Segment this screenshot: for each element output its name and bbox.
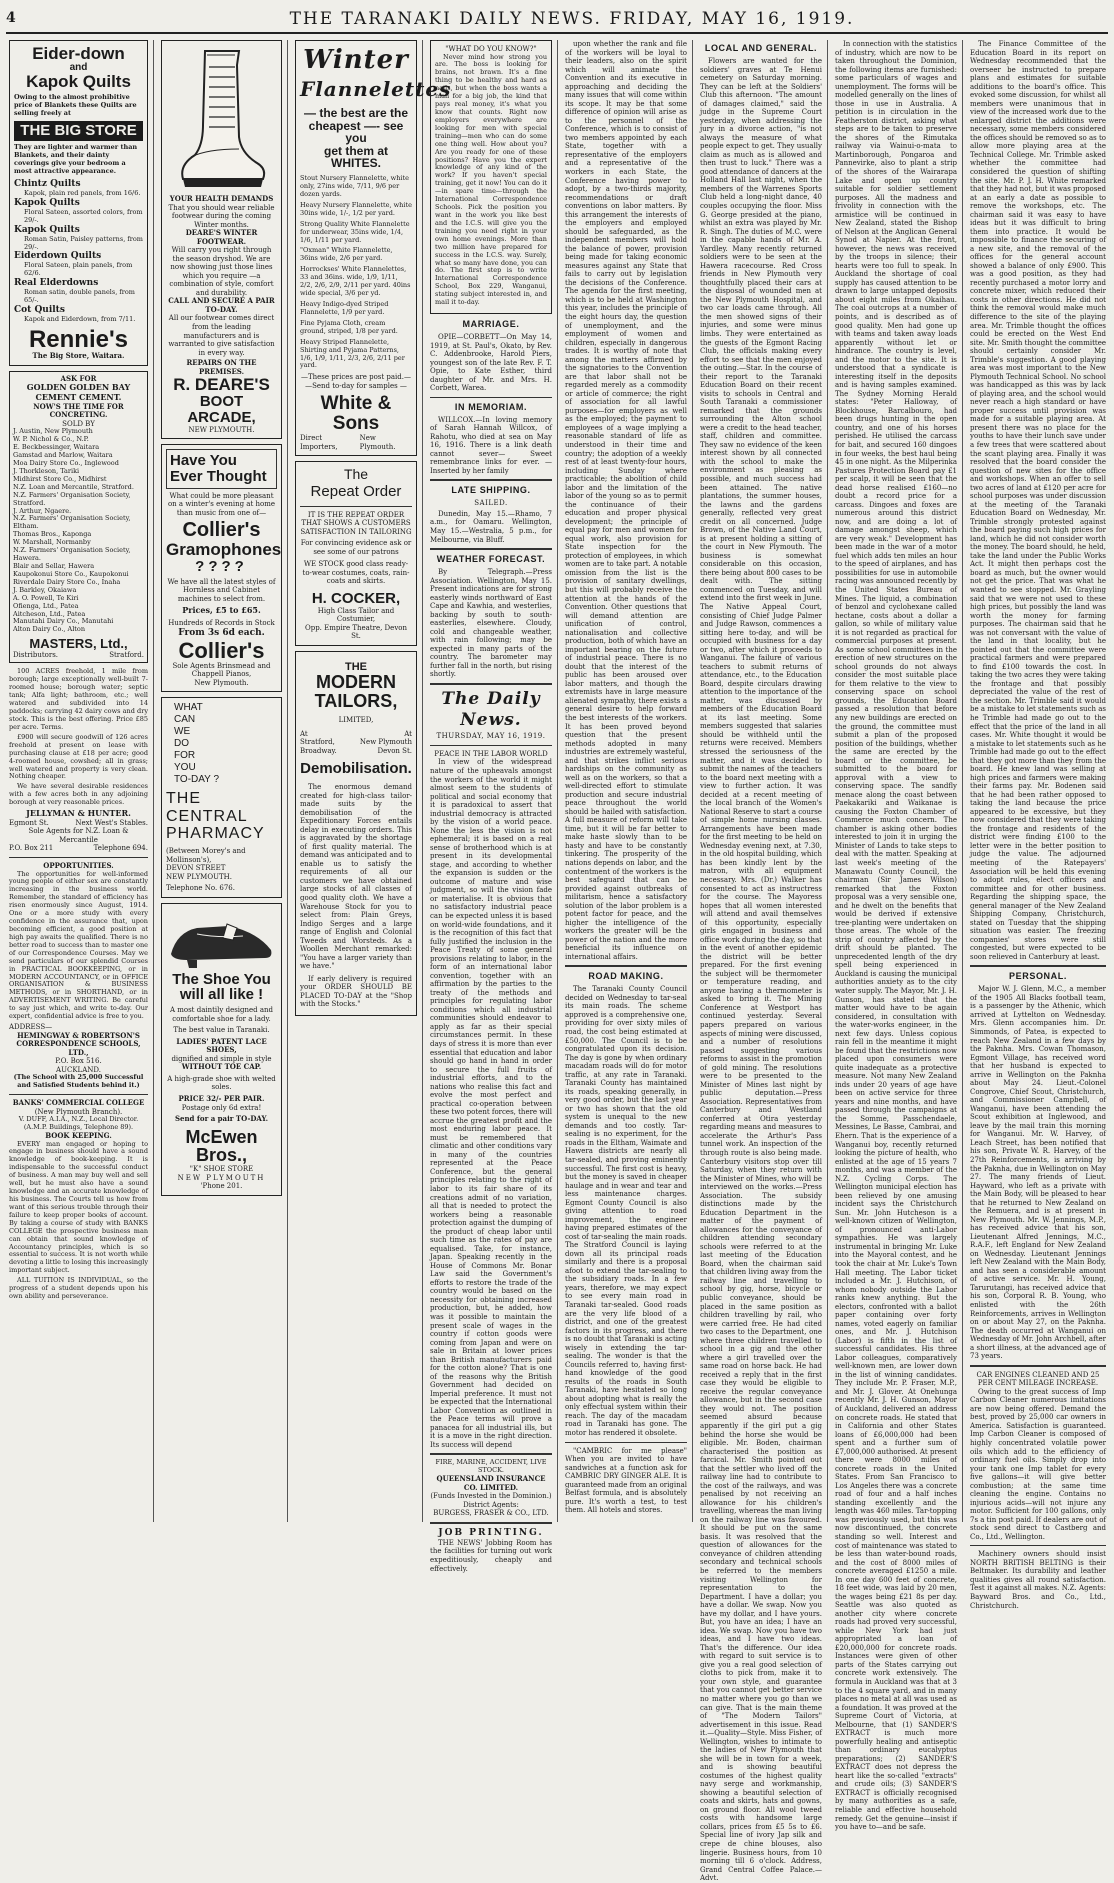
pharmacy-ad: WHAT CAN WE DO FOR YOU TO-DAY ? THE CENTRAL PHARMACY (Between Morey's and Mollinson's), DEVON STREET NEW PLYMOUTH. Telephone No. 676. [161, 697, 282, 897]
list-item: Fine Pyjama Cloth, cream ground, striped, 1/8 per yard. [300, 318, 398, 335]
column-5 [560, 40, 693, 1522]
ad-text: SOLD BY [62, 419, 95, 428]
ad-text: ALL TUITION IS INDIVIDUAL, so the progress of a student depends upon his own ability and perseverance. [9, 1276, 148, 1301]
agent-item: Ofienga, Ltd., Patea [13, 601, 79, 610]
ad-text: 100 ACRES freehold, 1 mile from borough; large exceptionally well-built 7-roomed house; borough water; septic tank; Alfa light; bathroom, etc.; well watered and subdivided into 14 paddocks; carrying 42 dairy cows and dry stock. This is the best offering. Price £85 per acre. Terms. [9, 667, 148, 731]
ad-text: Sole Agents for N.Z. Loan & Mercantile [28, 827, 129, 844]
ad-text: Machinery owners should insist NORTH BRITISH BELTING is their Beltmaker. Its durability and leather qualities gives all round satisfaction. Test it against all makes. N.Z. Agents: Bayward Bros. and Co., Ltd., Christchurch. [970, 1550, 1106, 1610]
notice-text: Dunedin, May 15.—Rhamo, 7 a.m., for Oamaru. Wellington, May 15.—Westralia, 5 p.m., for Melbourne, via Bluff. [430, 509, 552, 544]
agent-item: W. P. Nichol & Co., N.P. [13, 435, 89, 444]
section-heading: ROAD MAKING. [588, 971, 664, 982]
ad-heading: MASTERS, Ltd., [29, 636, 128, 652]
newspaper-title: THE TARANAKI DAILY NEWS. FRIDAY, MAY 16, 1919. [289, 8, 855, 29]
college-ad: OPPORTUNITIES. The opportunities for well-informed young people of either sex are constantly increasing in the business world. Remember, the standard of efficiency has risen enormously since August, 1914. One or a more study with every confidence in the assurance that, upon becoming efficient, a good position at high pay awaits the qualified. There is no better road to success than to master one of our Correspondence Courses. May we send particulars of our splendid Courses in PRACTICAL BOOKKEEPING, or in MODERN ACCOUNTANCY, or in OFFICE ORGANISATION & BUSINESS METHODS, or in SHORTHAND, or in ADVERTISEMENT WRITING. Be careful to say just which, and write to-day. Our expert, confidential advice is free to you. ADDRESS— HEMINGWAY & ROBERTSON'S CORRESPONDENCE SCHOOLS, LTD., P.O. Box 516. AUCKLAND. (The School with 25,000 Successful and Satisfied Students behind it.) BANKS' COMMERCIAL COLLEGE (New Plymouth Branch). V. DUFF, A.I.A., N.Z., Local Director. (A.M.P. Buildings, Telephone 89). BOOK KEEPING. EVERY man engaged or hoping to engage in business should have a sound knowledge of book-keeping. It is indispensable to the successful conduct of business. A man may buy well and sell well, but he must also have a sound knowledge and an accurate knowledge of his business. The Courts tell us how from want of this serious trouble through their failure to keep proper books of account. By taking a course of study with BANKS COLLEGE the prospective business man can obtain that sound knowledge of Accountancy principles, which is so essential to success. It is not worth while devoting a little to losing this increasingly important subject. ALL TUITION IS INDIVIDUAL, so the progress of a student depends upon his own ability and perseverance. [9, 861, 148, 1301]
land-ad: 100 ACRES freehold, 1 mile from borough; large exceptionally well-built 7-roomed house; borough water; septic tank; Alfa light; bathroom, etc.; well watered and subdivided into 14 paddocks; carrying 42 dairy cows and dry stock. This is the best offering. Price £85 per acre. Terms. £900 will secure goodwill of 126 acres freehold at present on lease with purchasing clause at £18 per acre; good 4-roomed house, cowshed; all in grass; well watered and property is very clean. Nothing cheaper. We have several desirable residences with a few acres both in any adjoining borough at very reasonable prices. JELLYMAN & HUNTER. Egmont St. Next West's Stables. Sole Agents for N.Z. Loan & Mercantile P.O. Box 211 Telephone 694. [9, 667, 148, 853]
column-2 [156, 40, 288, 1522]
ad-heading: Eider-down [32, 44, 125, 63]
ad-heading: GOLDEN GOLDEN BAY CEMENT CEMENT. [26, 382, 131, 402]
agent-item: Alton Dairy Co., Alton [13, 625, 86, 634]
editorial-text: In view of the widespread nature of the upheavals amongst the workers of the world it might almost seem to the students of political and social economy that it is paradoxical to assert that industrial democracy is attracted by the vision of a world peace. None the less the vision is not ephemeral; it is based on a real sense of brotherhood which is at present in its developmental stage, and according to whether the expansion is sudden or the outcome of mature and wise judgment, so will the vision fade or materialise. It is obvious that no satisfactory industrial peace can be expected unless it is based on world-wide foundations, and it is the recognition of this fact that fully justified the inclusion in the Peace Treaty of some general provisions relating to labor, in the form of an international labor convention, together with an affirmation by the parties to the treaty of the methods and principles for regulating labor conditions which all industrial communities should endeavor to apply as far as their special circumstances permit. In these days of stress it is more than ever essential that education and labor should go hand in hand in order to secure the full fruits of industrial efforts, and to the nations who realise this fact and evolve the most perfect and practical co-operation between these two potent forces, there will accrue the greatest profit and the most enduring labor peace. It must be remembered that climatic and other conditions vary in many of the countries represented at the Peace Conference, but the general principles relating to the right of labor to its fair share of its creations admit of no variation, all that is needed to protect the workers being a reasonable protection against the dumping of the product of cheap labor until such time as the rates of pay are equalised. Take, for instance, Japan. Speaking recently in the House of Commons Mr. Bonar Law said the Government's efforts to restore the trade of the country would be based on the necessity for obtaining increased production, but, he added, how was it possible to maintain the present scale of wages in the country if cotton goods were coming from Japan and were on sale in Britain at lower prices than British manufacturers paid for the cotton alone? That is one of the reasons why the British Government had decided on Imperial preference. It must not be expected that the International Labor Convention as outlined in the Peace terms will prove a panacea for all industrial ills, but it is a move in the right direction. Its success will depend [430, 758, 553, 1449]
ad-heading: JELLYMAN & HUNTER. [26, 808, 131, 819]
ad-heading: The [343, 466, 369, 483]
agent-item: Kaupokonui Store Co., Kaupokonui [13, 569, 129, 578]
article-text: By Telegraph.—Press Association. Wellington, May 15. Present indications are for strong easterly winds northward of East Cape and Kawhia, and westerlies, backing by south to south-easterlies, elsewhere. Cloudy, cold and changeable weather, with rain following; may be expected in many parts of the country. The barometer may further fall in the north, but rising shortly. [430, 568, 552, 679]
ad-heading: JOB PRINTING. [438, 1527, 544, 1538]
column-7 [830, 40, 963, 1832]
section-heading: IN MEMORIAM. [454, 401, 528, 412]
agent-item: J. Barkley, Okaiawa [13, 585, 77, 594]
ad-text: "CAMBRIC for me please" When you are invited to have sandwiches at a function ask for CAMBRIC DRY GINGER ALE. It is guaranteed made from an original Belfast formula, and is absolutely pure. It's worth a test, to test them. All hotels and stores. [565, 1446, 688, 1515]
agent-item: Aitcheson, Ltd., Patea [13, 609, 86, 618]
agent-item: Gamstad and Marlow, Waitara [13, 451, 113, 460]
list-item: "Oxman" White Flannelette, 36ins wide, 2/6 per yard. [300, 246, 393, 263]
agent-item: N.Z. Farmers' Organisation Society, Eltham. [13, 514, 131, 531]
article-text: Major W. J. Glenn, M.C., a member of the 1905 All Blacks football team, is a passenger by the Athenic, which arrived at Lyttelton on Wednesday. Mrs. Glenn accompanies him. Dr. Simmonds, of Patea, is expected to reach New Zealand in a few days by the Paknha. Mrs. Cowan Thomason, Egmont Village, has received word that her husband is expected to arrive in Wellington on the Paknha about May 24. Lieut.-Colonel Congrove, Chief Scout, Christchurch, and Commissioner Campbell, of Wanganui, have been attending the Scout exhibition at Inglewood, and leave by the mail train this morning for Wanganui. Mr. W. Harvey, of Leach Street, has been notified that his son, Private W. R. Harvey, of the 27th Reinforcements, is arriving by the Paknha, due in Wellington on May 27. The many friends of Lieut. Hayward, who left as a private with the Main Body, will be pleased to hear that he returned to New Zealand on the Remuera, and is at present in New Plymouth. Mr. W. Jennings, M.P., has received advice that his son, Lieutenant Alfred Jennings, M.C., R.A.F., left England for New Zealand on Wednesday. Lieutenant Jennings left New Zealand with the Main Body, and has seen a considerable amount of active service. Mr. H. Young, Tarurutangi, has received advice that his son, Corporal R. B. Young, who enlisted with the 26th Reinforcements, arrives in Wellington on or about May 27, on the Paknha. The death occurred at Wanganui on Wednesday of Mr. John Archbell, after a short illness, at the advanced age of 73 years. [970, 985, 1106, 1361]
list-item: Kapok Quilts Roman Satin, Paisley patterns, from 29/-. [14, 224, 143, 251]
list-item: Heavy Striped Flannelette, Shirting and Pyjama Patterns, 1/6, 1/9, 1/11, 2/3, 2/6, 2/11 per yard. [300, 337, 405, 370]
agent-item: Riverdale Dairy Store Co., Inaha [13, 577, 121, 586]
rennies-logo: Rennie's [28, 325, 129, 353]
flannelette-list [300, 175, 412, 370]
modern-tailors-ad: THE MODERN TAILORS, LIMITED, At At Stratford, New Plymouth Broadway. Devon St. Demobilisation. The enormous demand created for high-class tailor-made suits by the demobilisation of the Expeditionary Forces entails delay in executing orders. This is aggravated by the shortage of first quality material. The demand was anticipated and to enable us to satisfy the requirements of all our customers we have obtained large stocks of all classes of good quality cloth. We have a Warehouse Stock for you to select from: Plain Greys, Indigo Serges and a large range of English and Colonial Tweeds and Worsteds. As a Woollen Merchant remarked: "You have a larger variety than we have." If early delivery is required your ORDER SHOULD BE PLACED TO-DAY at the "Shop with the Stocks." [295, 651, 417, 1016]
list-item: Strong Quality White Flannelette for underwear, 35ins wide, 1/4, 1/6, 1/11 per yard. [300, 219, 410, 244]
boot-illustration [177, 45, 267, 195]
editorial-heading: PEACE IN THE LABOR WORLD [434, 749, 548, 758]
slogan-line: DO [174, 738, 189, 750]
ad-heading: "WHAT DO YOU KNOW?" [445, 45, 537, 53]
agent-item: N.Z. Farmers' Organisation Society, Hawera. [13, 546, 131, 563]
ad-heading: and [69, 61, 88, 73]
section-heading: LATE SHIPPING. [451, 485, 531, 496]
ad-text: If early delivery is required your ORDER SHOULD BE PLACED TO-DAY at the "Shop with the Stocks." [300, 974, 412, 1009]
list-item: Heavy Indigo-dyed Striped Flannelette, 1/9 per yard. [300, 299, 389, 316]
agent-item: Thomas Bros., Kaponga [13, 530, 92, 539]
list-item: Horrockses' White Flannelettes, 33 and 36ins. wide, 1/9, 1/11, 2/2, 2/6, 2/9, 2/11 per yard. 40ins wide special, 3/6 per yd. [300, 265, 411, 298]
whites-ad: Winter Flannelettes — the best are the cheapest —- see you get them at WHITES. Stout Nursery Flannelette, white only, 27ins wide, 7/11, 9/6 per dozen yards. Heavy Nursery Flannelette, white 30ins wide, 1/-, 1/2 per yard. Strong Quality White Flannelette for underwear, 35ins wide, 1/4, 1/6, 1/11 per yard. "Oxman" White Flannelette, 36ins wide, 2/6 per yard. Horrockses' White Flannelettes, 33 and 36ins. wide, 1/9, 1/11, 2/2, 2/6, 2/9, 2/11 per yard. 40ins wide special, 3/6 per yd. Heavy Indigo-dyed Striped Flannelette, 1/9 per yard. Fine Pyjama Cloth, cream ground, striped, 1/8 per yard. Heavy Striped Flannelette, Shirting and Pyjama Patterns, 1/6, 1/9, 1/11, 2/3, 2/6, 2/11 per yard. —These prices are post paid.— —Send to-day for samples — White & Sons Direct Importers, New Plymouth. [295, 40, 417, 456]
agent-item: Manutahi Dairy Co., Manutahi [13, 617, 114, 626]
agent-item: N.Z. Loan and Mercantile, Stratford. [13, 482, 134, 491]
mcewen-ad: The Shoe You will all like ! A most daintily designed and comfortable shoe for a lady. The best value in Taranaki. LADIES' PATENT LACE SHOES, dignified and simple in style WITHOUT TOE CAP. A high-grade shoe with welted soles. PRICE 32/- PER PAIR. Postage only 6d extra! Send for a pair TO-DAY. McEwen Bros., "K" SHOE STORE NEW PLYMOUTH 'Phone 201. [161, 903, 282, 1196]
column-6 [695, 40, 828, 1883]
section-heading: MARRIAGE. [462, 319, 520, 330]
list-item: Real Elderdowns Roman satin, double panels, from 65/-. [14, 278, 135, 305]
masthead [6, 6, 1108, 34]
ad-text: ASK FOR [60, 373, 97, 383]
list-item: Stout Nursery Flannelette, white only, 27ins wide, 7/11, 9/6 per dozen yards. [300, 174, 409, 198]
ad-heading: YOUR HEALTH DEMANDS [169, 194, 274, 203]
page-number: 4 [6, 10, 16, 27]
ad-heading: THE [345, 660, 367, 673]
agent-item: J. Thorkleson, Tariki [13, 466, 80, 475]
cement-ad [9, 371, 148, 664]
slogan-line: WE [174, 726, 191, 738]
cocker-ad: The Repeat Order IT IS THE REPEAT ORDER THAT SHOWS A CUSTOMERS SATISFACTION IN TAILORING For convincing evidence ask or see some of our patrons WE STOCK good class ready-to-wear costumes, coats, rain-coats and skirts. H. COCKER, High Class Tailor and Costumier, Opp. Empire Theatre, Devon St. [295, 461, 417, 646]
section-heading: LOCAL AND GENERAL. [704, 43, 818, 53]
quilt-list [14, 179, 143, 324]
ad-text: The opportunities for well-informed young people of either sex are constantly increasing in the business world. Remember, the standard of efficiency has risen enormously since August, 1914. One or a more study with every confidence in the assurance that, upon becoming efficient, a good position at high pay awaits the qualified. There is no better road to success than to master one of our Correspondence Courses. May we send particulars of our splendid Courses in PRACTICAL BOOKKEEPING, or in MODERN ACCOUNTANCY, or in OFFICE ORGANISATION & BUSINESS METHODS, or in SHORTHAND, or in ADVERTISEMENT WRITING. Be careful to say just which, and write to-day. Our expert, confidential advice is free to you. [9, 869, 148, 1021]
section-heading: PERSONAL. [1009, 971, 1067, 982]
section-heading: WEATHER FORECAST. [436, 554, 546, 565]
ad-text: THE NEWS' Jobbing Room has the facilities for turning out work expeditiously, cheaply and effectively. [430, 1538, 552, 1573]
ad-text: Distributors. [13, 650, 59, 659]
agent-item: Midhirst Store Co., Midhirst [13, 474, 107, 483]
agent-item: W. Marshall, Normanby [13, 538, 91, 547]
colliers-ad: Have You Ever Thought What could be more pleasant on a winter's evening at home than music from one of— Collier's Gramophones ???? We have all the latest styles of Hornless and Cabinet machines to select from. Prices, £5 to £65. Hundreds of Records in Stock From 3s 6d each. Collier's Sole Agents Brinsmead and Chappell Pianos, New Plymouth. [161, 444, 282, 692]
slogan-line: FOR [174, 750, 196, 762]
slogan-line: TO-DAY ? [174, 774, 220, 786]
agent-item: N.Z. Farmers' Organisation Society, Stratford. [13, 490, 131, 507]
article-text: In connection with the statistics of industry, which are now to be taken throughout the Dominion, the following items are furnished: some particulars of wages and unemployment. The forms will be modelled generally on the lines of those in use in Australia. A petition is in circulation in the Featherston district, asking what steps are to be taken to preserve the shores of the Rimutaka railway via Wainui-o-mata to Martinborough, Pongaroa and Pannevirke, also to plant a strip of the shores of the Wairarapa Lake and open up country suitable for soldier settlement purposes. All the madness and frivolity in connection with the armistice will be continued in New Zealand, stated the Bishop of Nelson at the Anglican General Synod at Napier. At the front, however, the news was received by the troops in silence; their hearts were too full to speak. In Auckland the shortage of coal supply has caused attention to be drawn to large untapped deposits about eight miles from Okaihau. The coal outcrops at a number of points, and is described as of good quality. Men had gone up with teams and taken away loads apparently without let or hindrance. The country is level, and the motor to the site. It is understood that a syndicate is interesting itself in the deposits and is having samples examined. The Sydney Morning Herald states: "Peter Halloway, of Blockhouse, Barcalbouro, had been drugs hunting in the open country, and one of his horses perished. He utilised the carcass for bait, and secured 160 dingoes in four weeks, the best haul being 45 in one night. As the Milperinka Pastures Protection Board pay £1 per scalp, it will be seen that the dead horse realised £160—no doubt a record price for a carcass. Dingoes and foxes are numerous around this district now, and are doing a lot of damage amongst sheep, which are very weak." Development has been made in the war of a motor fuel which adds ten miles an hour to the speed of airplanes, and has possibilities for use in automobile racing was announced recently by the United States Bureau of Mines. The liquid, a combination of benzol and cyclohexane called hectane, costs about a dollar a gallon, so while of military value it is not regarded as practical for commercial purposes at present. As some school committees in the erection of new structures on the school grounds do not always consider the most suitable place for them relative to the view to conserving space on school grounds, the Education Board passed a resolution that before any new buildings are erected on the ground, the committee must submit a plan of the proposed position of the buildings, whether the same are erected by the board or the committee, be submitted to the board for approval with a view to conserving space. The sandfly menace along the coast between Paekakariki and Waikanae is causing the Foxton Chamber of Commerce much concern. The chamber is asking other bodies interested to join it in urging the Minister of Lands to take steps to deal with the matter. Speaking at last week's meeting of the Manawatu County Council, the chairman (Sir James Wilson) remarked that the Foxton proposal was a very sensible one, and he dwelt on the benefits that would be derived if extensive tree-planting were undertaken on those areas. The whole of the strip of country affected by the drift should be planted. The unprecedented length of the dry spell being experienced in Auckland is causing the municipal authorities anxiety as to the city water supply. The Mayor, Mr. J. H. Gunson, has stated that the matter would have to be again considered, in consultation with the water-works engineer, in the next few days. Unless copious rain fell in the meantime it might be found that the restrictions now placed upon consumers were quite inadequate as a protective measure. Not many New Zealand inds under 20 years of age have been on active service for three years and nine months, and have passed through the campaigns at the Somme, Passchendaele, Messines, Le Basse, Cambrai, and Ehern. That is the experience of a Wanganui boy, recently returned looking the picture of health, who enlisted at the age of 15 years 7 months, and was a member of the N.Z. Cycling Corps. The Wellington municipal election has been relieved by one amusing incident says the Christchurch Sun. Mr. John Hutcheson is a well-known citizen of Wellington, of pronounced anti-Labor sympathies. He was largely instrumental in bringing Mr. Luke into the Mayoral contest, and he took the chair at Mr. Luke's Town Hall meeting. The Labor ticket included a Mr. J. Hutchison, of whom nobody outside the Labor ranks knew anything. But the electors, confronted with a ballot paper containing over forty names, voted eagerly on familiar ones, and Mr. J. Hutchison (Labor) is fifth in the list of successful candidates. His three Labor colleagues, comparatively well-known men, are lower down in the list of winning candidates. They include Mr. P. Fraser, M.P., and Mr. J. Glover. At Onehunga recently Mr. J. H. Gunson, Mayor of Auckland, delivered an address on concrete roads. He stated that in California and other States loans of £6,000,000 had been spent and a further sum of £7,000,000 authorised. At present there were 8000 miles of concrete roads in the United States. From San Francisco to Los Angeles there was a concrete road of four and a half inches standing excellently and the length was 460 miles. Tar-topping was previously used, but this was now discontinued, the concrete standing so well. Interest and cost of maintenance was stated to be less than water-bound roads, and the cost of 8000 miles of concrete averaged £1250 a mile. In one day 600 feet of concrete, 18 feet wide, was laid by 20 men, the wages being £21 8s per day. Seattle was also quoted as another city where concrete roads had proved very successful, while New York had just appropriated a loan of £20,000,000 for concrete roads. Instances were given of other parts of the States carrying out concrete work extensively. The formula in Auckland was that at 3 to the 4 square yard, and in many places no metal at all was used as a foundation. It was proved at the Supreme Court of Victoria, at Melbourne, that (1) SANDER'S EXTRACT is much more powerfully healing and antiseptic than ordinary eucalyptus preparations; (2) SANDER'S EXTRACT does not depress the heart like the so-called "extracts" and crude oils; (3) SANDER'S EXTRACT is officially recognised by many authorities as a safe, reliable and effective household remedy. Get the genuine—insist if you have to—and be safe. [835, 40, 957, 1832]
ad-heading: R. DEARE'S [173, 375, 270, 395]
rennies-ad [9, 40, 148, 366]
daily-news-banner: The Daily News. [441, 688, 541, 730]
ad-text: The Big Store, Waitara. [32, 351, 125, 361]
ad-heading: Kapok Quilts [26, 72, 131, 92]
ad-text: EVERY man engaged or hoping to engage in business should have a sound knowledge of book-keeping. It is indispensable to the successful conduct of business. A man may buy well and sell well, but he must also have a sound knowledge and an accurate knowledge of his business. The Courts tell us how from want of this serious trouble through their failure to keep proper books of account. By taking a course of study with BANKS COLLEGE the prospective business man can obtain that sound knowledge of Accountancy principles, which is so essential to success. It is not worth while devoting a little to losing this increasingly important subject. [9, 1139, 148, 1275]
shoe-illustration [167, 910, 277, 970]
ad-text: Owing to the almost prohibitive price of Blankets these Quilts are selling freely at [14, 93, 137, 118]
list-item: Eiderdown Quilts Floral Sateen, plain panels, from 62/6. [14, 251, 133, 278]
ics-ad [430, 40, 552, 314]
agent-item: J. Arthur, Ngaere. [13, 506, 72, 515]
slogan-line: WHAT [174, 702, 203, 714]
agent-item: Moa Dairy Store Co., Inglewood [13, 459, 119, 467]
agent-item: J. Austin, New Plymouth [13, 427, 93, 436]
list-item: Heavy Nursery Flannelette, white 30ins wide, 1/-, 1/2 per yard. [300, 200, 412, 217]
agent-list [13, 428, 144, 634]
article-text: The Taranaki County Council decided on Wednesday to tar-seal its main roads. The scheme approved is a comprehensive one, providing for over sixty miles of road, the cost being estimated at £50,000. The Council is to be congratulated upon its decision. The day is gone by when ordinary macadam roads will do for motor traffic, at any rate in Taranaki. Taranaki County has maintained its roads, speaking generally, in very good order, but the last year or two has shown that the old system is unequal to the new demands and too costly. Tar-sealing is no experiment, for the roads in the Eltham, Waimate and Hawera districts are nearly all tar-sealed, and proving eminently successful. The first cost is heavy, but the money is saved in cheaper haulage and in wear and tear and less maintenance charges. Egmont County Council is also giving attention to road improvement, the engineer having prepared estimates of the cost of tar-sealing the main roads. The Stratford Council is laying down all its principal roads similarly and there is a proposal afoot to extend the tar-sealing to the subsidiary roads. In a few years, therefore, we may expect to see every main road in Taranaki tar-sealed. Good roads are the very life blood of a district, and one of the greatest factors in its progress, and there is no doubt that Taranaki is acting wisely in extending the tar-sealing. The wonder is that the Councils referred to, having first-hand knowledge of the good results of the roads in South Taranaki, have hesitated so long about adopting what is really the only effectual system within their reach. The day of the macadam road in Taranaki has gone. The motor has rendered it obsolete. [565, 985, 687, 1437]
column-3 [290, 40, 452, 1522]
ad-heading: CAR ENGINES CLEANED AND 25 PER CENT MILEAGE INCREASE. [976, 1370, 1100, 1388]
pharmacy-slogan [166, 702, 277, 786]
list-item: Kapok Quilts Floral Sateen, assorted colors, from 29/-. [14, 197, 143, 224]
slogan-line: YOU [174, 762, 196, 774]
column-4: "WHAT DO YOU KNOW?" Never mind how strong you are. The boss is looking for brains, not brawn. It's a fine thing to be healthy and hard as nails, but when the boss wants a man for a big job, the kind that pays real money, it's what you know that counts. Right now employers everywhere are looking for men with special training—men who can do some one thing well. How about you? Are you ready for one of these positions? Have you the expert knowledge of any kind of the work? If you haven't special training, get it now! You can do it—in spare time—through the International Correspondence Schools. Pick the position you want in the work you like best and the I.C.S. will give you the training you need right in your own home evenings. More than two million have prepared for success in the I.C.S. way. Surely, what so many have done, you can do. The first step is to write International Correspondence School, Box 229, Wanganui, stating subject interested in, and mail it to-day. MARRIAGE. OPIE—CORBETT—On May 14, 1919, at St. Paul's, Okato, by Rev. C. Addenbrooke, Harold Piers, youngest son of the late Rev. F. T. Opie, to Kate Esther, third daughter of Mr. and Mrs. H. Corbett, Warea. IN MEMORIAM. WILLCOX.—In loving memory of Sarah Hannah Willcox, of Rahotu, who died at sea on May 16, 1916. There is a link death cannot sever— Sweet remembrance links for ever. —Inserted by her family LATE SHIPPING. SAILED. Dunedin, May 15.—Rhamo, 7 a.m., for Oamaru. Wellington, May 15.—Westralia, 5 p.m., for Melbourne, via Bluff. WEATHER FORECAST. By Telegraph.—Press Association. Wellington, May 15. Present indications are for strong easterly winds northward of East Cape and Kawhia, and westerlies, backing by south to south-easterlies, elsewhere. Cloudy, cold and changeable weather, with rain following; may be expected in many parts of the country. The barometer may further fall in the north, but rising shortly. The Daily News. THURSDAY, MAY 16, 1919. PEACE IN THE LABOR WORLD In view of the widespread nature of the upheavals amongst the workers of the world it might almost seem to the students of political and social economy that it is paradoxical to assert that industrial democracy is attracted by the vision of a world peace. None the less the vision is not ephemeral; it is based on a real sense of brotherhood which is at present in its developmental stage, and according to whether the expansion is sudden or the outcome of mature and wise judgment, so will the vision fade or materialise. It is obvious that no satisfactory industrial peace can be expected unless it is based on world-wide foundations, and it is the recognition of this fact that fully justified the inclusion in the Peace Treaty of some general provisions relating to labor, in the form of an international labor convention, together with an affirmation by the parties to the treaty of the methods and principles for regulating labor conditions which all industrial communities should endeavor to apply as far as their special circumstances permit. In these days of stress it is more than ever essential that education and labor should go hand in hand in order to secure the full fruits of industrial efforts, and to the nations who realise this fact and evolve the most perfect and practical co-operation between these two potent forces, there will accrue the greatest profit and the most enduring labor peace. It must be remembered that climatic and other conditions vary in many of the countries represented at the Peace Conference, but the general principles relating to the right of labor to its fair share of its creations admit of no variation, all that is needed to protect the workers being a reasonable protection against the dumping of the product of cheap labor until such time as the rates of pay are equalised. Take, for instance, Japan. Speaking recently in the House of Commons Mr. Bonar Law said the Government's efforts to restore the trade of the country would be based on the necessity for obtaining increased production, but, he added, how was it possible to maintain the present scale of wages in the country if cotton goods were coming from Japan and were on sale in Britain at lower prices than British manufacturers paid for the cotton alone? That is one of the reasons why the British Government had decided on Imperial preference. It must not be expected that the International Labor Convention as outlined in the Peace terms will prove a panacea for all industrial ills, but it is a move in the right direction. Its success will depend FIRE, MARINE, ACCIDENT, LIVE STOCK. QUEENSLAND INSURANCE CO. LIMITED. (Funds Invested in the Dominion.) District Agents: BURGESS, FRASER & CO., LTD. JOB PRINTING. THE NEWS' Jobbing Room has the facilities for turning out work expeditiously, cheaply and effectively. [425, 40, 558, 1522]
deare-ad: YOUR HEALTH DEMANDS That you should wear reliable footwear during the coming Winter months. DEARE'S WINTER FOOTWEAR. Will carry you right through the season dryshod. We are now showing just those lines which you require —a combination of style, comfort and durability. CALL AND SECURE A PAIR TO-DAY. All our footwear comes direct from the leading manufacturers and is warranted to give satisfaction in every way. REPAIRS ON THE PREMISES. R. DEARE'S BOOT ARCADE, NEW PLYMOUTH. [161, 40, 282, 439]
ad-text: NOW'S THE TIME FOR CONCRETING. [33, 401, 124, 420]
ad-text: The enormous demand created for high-class tailor-made suits by the demobilisation of the Expeditionary Forces entails delay in executing orders. This is aggravated by the shortage of first quality material. The demand was anticipated and to enable us to satisfy the requirements of all our customers we have obtained large stocks of all classes of good quality cloth. We have a Warehouse Stock for you to select from: Plain Greys, Indigo Serges and a large range of English and Colonial Tweeds and Worsteds. As a Woollen Merchant remarked: "You have a larger variety than we have." [300, 783, 412, 971]
article-text: Flowers are wanted for the soldiers' graves at Te Henui cemetery on Saturday morning. They can be left at the Soldiers' Club this afternoon. "The amount of damages claimed," said the judge in the Supreme Court yesterday, when addressing the jury in a divorce action, "is not always the measure of what people expect to get. They usually claim as much as is allowed and then trust to luck." There was a good attendance of dancers at the Holland Hall last night, when the members of the Warrenes Sports Club held a long-night dance, 40 couples occupying the floor. Miss G. George presided at the piano, whilst an extra was played by Mr. R. Singh. The duties of M.C. were in the capable hands of Mr. A. Yardley. Many recently returned soldiers were to be seen at the Hawera racecourse. Red Cross friends in New Plymouth very thoughtfully placed their cars at the disposal of wounded men at the New Plymouth Hospital, and two car loads came through. All the men showed signs of their injuries, and some were minus limbs. They were entertained as the guests of the Egmont Racing Club, the officials making every effort to see that the men enjoyed the outing.—Star. In the course of their report to the Taranaki Education Board on their recent visits to schools in Central and South Taranaki a commissioner remarked that the grounds surrounding the Alton school were a credit to the head teacher, staff, children and committee. They saw no evidence of the keen interest shown by all connected with the school to make the environment as pleasing as possible, and much success had been attained. The native plantations, the summer houses, the lawns and the gardens generally, reflected very great credit on all concerned. Judge Brown, of the Native Land Court, is at present holding a sitting of the court in New Plymouth. The business is somewhat considerable on this occasion, there being about 800 cases to be dealt with. The sitting commenced on Tuesday, and will extend into the first week in June. The Native Appeal Court, consisting of Chief Judge Palmer and Judge Rawson, commences a sitting here to-day, and will be occupied with business for a day or two, after which it proceeds to Wanganui. The failure of various teachers to submit returns of attendance, etc., to the Education Board, despite circulars drawing attention to the importance of the matter, was discussed by members of the Education Board at its last meeting. Some members suggested that salaries should be withheld until the returns were received. Members stressed the seriousness of the matter, and it was decided to submit the names of the teachers to the board next meeting with a view to further action. It was decided at a recent meeting of the local branch of the Women's National Reserve to start a course of simple home nursing classes. Arrangements have been made for the first meeting to be held on Wednesday evening next, at 7.30, in the old hospital building, which has been kindly lent by the matron, with all equipment necessary. Mrs. (Dr.) Walker has consented to act as instructress for the course. The Mayoress hopes that all women interested will attend and avail themselves of this opportunity, especially girls engaged in business and office work during the day, so that in the event of another epidemic the district will be better prepared. For the first evening the subject will be thermometer or temperature reading, and anyone having a thermometer is asked to bring it. The Mining Conference at Westport has continued yesterday. Several papers prepared on various aspects of mining were discussed, and a number of resolutions passed suggesting various reforms to assist in the promotion of gold mining. The resolutions were to be presented to the Minister of Mines last night by public deputation.—Press Association. Representatives from Canterbury and Westland conferred at Otira yesterday regarding means and measures to accelerate the Arthur's Pass tunnel work. An inspection of the through route is also being made. Canterbury visitors stop over till Saturday, when they return with the Minister of Mines, who will be interviewed on the works.—Press Association. The subsidy distinctions made by the Education Department in the matter of the payment of allowances for the conveyance of children attending secondary schools were referred to at the last meeting of the Education Board, when the chairman said that children living away from the railway line and travelling to school by gig, horse, bicycle or public conveyance, should be placed in the same position as children travelling by rail, who were carried free. He had cited two cases to the Department, one where three children travelled to school in a gig and the other where a girl travelled over the same road on horse back. He had received a reply that in the first case they would be eligible to receive the regular conveyance allowance, but in the second case they would not. The position seemed absurd because apparently if the girl put a gig behind the horse she would be eligible. Mr. Boden, chairman characterised the position as farcical. Mr. Smith pointed out that the settler who lived off the railway line had to contribute to the cost of the railways, and was penalised by not receiving an allowance for his children's travelling, whereas the man living on the railway line was favoured. It should be put on the same basis. It was resolved that the question of allowances for the conveyance of children attending secondary and technical schools be referred to the members visiting Wellington for representation to the Department. I have a dollar; you have a dollar. We swap. Now you have my dollar, and I have yours. But, you have an idea; I have an idea. We swap. Now you have two ideas, and I have two ideas. That's the difference. Our idea with regard to suit service is to give you a real good selection of cloths to pick from, make it to your own style, and guarantee that you cannot get better service no matter where you go than we can give. That is the main theme of "The Modern Tailors" advertisement in this issue. Read it.—Quality—Style. Miss Fisher, of Wellington, wishes to intimate to the ladies of New Plymouth that she will be in town for a week, and is showing beautiful costumes of the highest quality navy serge and workmanship, showing a beautiful selection of coats and skirts, hats and gowns, on ground floor. All wool tweed costs with handsome large collars, prices from £5 5s to £6. Special line of ivory Jap silk and crepe de chine blouses, also lingerie. Business hours, from 10 morning till 6 o'clock. Address, Grand Central Coffee Palace.—Advt. [700, 56, 822, 1883]
column-8 [965, 40, 1111, 1610]
notice-text: WILLCOX.—In loving memory of Sarah Hannah Willcox, of Rahotu, who died at sea on May 16, 1916. There is a link death cannot sever— Sweet remembrance links for ever. —Inserted by her family [430, 415, 552, 475]
ad-text: Owing to the great success of Imp Carbon Cleaner numerous imitations are now being offered. Demand the best, proved by 25,000 car owners in America. Satisfaction is guaranteed. Imp Carbon Cleaner is composed of highly concentrated volatile power oils which add to the efficiency of ordinary fuel oils. Simply drop into your tank one Imp tablet for every five gallons—it will give better combustion; at the same time cleaning the engine. Contains no injurious acids—will not injure any motor. Sufficient for 100 gallons, only 7s a tin post paid. If dealers are out of stock send direct to Castberg and Co., Ltd., Wellington. [970, 1387, 1106, 1541]
ad-heading: The Shoe You [172, 970, 271, 988]
ad-heading: OPPORTUNITIES. [43, 861, 114, 870]
ad-heading: QUEENSLAND INSURANCE CO. LIMITED. [436, 1474, 546, 1492]
agent-item: A. O. Powell, Te Kiri [13, 593, 79, 602]
slogan-line: CAN [174, 714, 196, 726]
ad-text: We have several desirable residences with a few acres both in any adjoining borough at very reasonable prices. [9, 782, 148, 807]
agent-item: E. Beckbessinger, Waitara [13, 443, 100, 452]
big-store-logo: THE BIG STORE [14, 121, 143, 141]
ad-text: Never mind how strong you are. The boss is looking for brains, not brawn. It's a fine thing to be healthy and hard as nails, but when the boss wants a man for a big job, the kind that pays real money, it's what you know that counts. Right now employers everywhere are looking for men with special training—men who can do some one thing well. How about you? Are you ready for one of these positions? Have you the expert knowledge of any kind of the work? If you haven't special training, get it now! You can do it—in spare time—through the International Correspondence Schools. Pick the position you want in the work you like best and the I.C.S. will give you the training you need right in your own home evenings. More than two million have prepared for success in the I.C.S. way. Surely, what so many have done, you can do. The first step is to write International Correspondence School, Box 229, Wanganui, stating subject interested in, and mail it to-day. [435, 52, 547, 307]
article-text: The Finance Committee of the Education Board in its report on Wednesday recommended that the overseer be instructed to prepare plans and estimates for suitable additions to the board's office. This evoked some discussion, for whilst all members were unanimous that in view of the increased work due to the enlarged district the additions were necessary, some members considered the offices should be removed so as to allow more playing area at the Technical College. Mr. Trimble asked whether the committee had considered the question of shifting the site. Mr. P. J. H. White remarked that they had not, but it was proposed at an early a date as possible to remove the workshops, etc. The chairman said it was easy to have ideas but it was difficult to bring them into practice. It would be impossible to finance the securing of a new site, and the removal of the offices for the general account showed a balance of only £900. This was a good position, as they had recently purchased a motor lorry and concrete mixer, which reduced their costs in other directions. He did not think the removal would make much difference to the site of the playing area. Mr. Trimble thought the offices could be erected on the West End site. Mr. Smith thought the committee should certainly consider Mr. Trimble's suggestion. A good playing area was most important to the New Plymouth Technical School. No school was handicapped as this was by lack of playing area, and the school would never reach a high standard or have proper success until provision was made for a suitable playing area. At present there was no place for the youths to have their lunch save under a few trees that were scattered about the scant playing area. Finally it was resolved that the board consider the question of new sites for the office and workshops. When an offer to sell two acres of land at £120 per acre for school purposes was under discussion at the meeting of the Taranaki Education Board on Wednesday, Mr. Trimble strongly protested against the board paying such high prices for land, which he did not consider worth the money. The board should, he held, take the land under the Public Works Act. It might then perhaps cost the board as much, but the owner would not get the price. That was what he wanted to see stopped. Mr. Grayling said that we were not used to these high prices, but possibly the land was worth the money for farming purposes. The chairman said that he was not conversant with the value of the land in that locality, but he pointed out that the committee were practical farmers and were prepared to find £100 towards the cost. In taking the two acres they were taking the frontage and that possibly depreciated the value of the rest of the section. Mr. Trimble said it would be a mistake to let statements such as he Trimble had made go out to the effect that the price of the land in all cases. Mr. White thought it would be a mistake to let statements such as he Trimble had made go out to the effect that they got more than they from the board. He knew land was selling at high prices and farmers were making their farms pay. Mr. Bodenen said that he had been rather opposed to taking the land because the price appeared to be excessive, but they now considered that they were taking the frontage and residents of the district were finding £100 to the letter were in the better position to judge the value. The adjourned meeting of the Ratepayers' Association will be held this evening to adopt rules, elect officers and committee and for other business. Regarding the shipping space, the general manager of the New Zealand Shipping Company, Christchurch, stated on Tuesday that the shipping situation was easier. The freezing companies' stores were still congested, but were expected to be soon relieved in Canterbury at least. [970, 40, 1106, 961]
ad-text: £900 will secure goodwill of 126 acres freehold at present on lease with purchasing clause at £18 per acre; good 4-roomed house, cowshed; all in grass; well watered and property is very clean. Nothing cheaper. [9, 732, 148, 781]
ad-heading: Winter [303, 45, 409, 75]
list-item: Chintz Quilts Kapok, plain red panels, from 16/6. [14, 178, 141, 197]
ad-text: Stratford. [109, 650, 144, 659]
list-item: Cot Quilts Kapok and Eiderdown, from 7/11. [14, 305, 136, 324]
ad-heading: BANKS' COMMERCIAL COLLEGE [12, 1098, 145, 1108]
column-1 [4, 40, 154, 1522]
notice-text: OPIE—CORBETT—On May 14, 1919, at St. Paul's, Okato, by Rev. C. Addenbrooke, Harold Piers, youngest son of the late Rev. F. T. Opie, to Kate Esther, third daughter of Mr. and Mrs. H. Corbett, Warea. [430, 333, 552, 393]
ad-heading: Have You [170, 452, 237, 470]
ad-text: They are lighter and warmer than Blankets, and their dainty coverings give your bedroom a most attractive appearance. [14, 143, 138, 176]
agent-item: Blair and Sellar, Hawera [13, 561, 95, 570]
editorial-text: upon whether the rank and file of the workers will be loyal to their leaders, also on the spirit which will animate the Convention and its executive in approaching and deciding the many issues that will come within its scope. It may be that some difference of opinion will arise as to the personnel of the Conference, which is to consist of two members appointed by each State, together with a representative of the employers and a representative of the workers in each State, the Conference having power to adopt, by a two-thirds majority, recommendations or draft conventions on labor matters. By this arrangement the interests of the employers and employed should be safeguarded, as the independent members will hold the balance of power, provision being made for taking economic measures against any State that fails to carry out by legislation the decisions of the Conference. The agenda for the first meeting, which is to be held at Washington this year, includes the principle of the eight hours day, the question of unemployment, and the employment of women and children, especially in dangerous trades. It is worthy of note that among the matters affirmed by the signatories to the Convention are that labor shall not be regarded merely as a commodity or article of commerce; the right of association for all lawful purposes—for employers as well as the employed; the payment to employees of a wage implying a reasonable standard of life as understood in their time and country; the adoption of a weekly rest of at least twenty-four hours, including Sunday where practicable; the abolition of child labor and the limitation of the labor of the young so as to permit the continuance of their education and proper physical development; the principle of equal pay for men and women for equal work, also provision for State inspection for the protection of employees, in which women are to take part. A notable omission from the list is the provision of sanitary dwellings, but this will probably receive the attention at the hands of the Convention. Other questions that will demand attention are unification of control, nationalisation and collective production, both of which have an important bearing on the future of industrial peace. There is no doubt that the interest of the public has been aroused over labor matters, and though the extremists have in large measure alienated sympathy, there exists a general desire to help forward the best interests of the workers. It has been proved beyond question that the present methods adopted in many industries are extremely wasteful, and that strikes inflict serious hardships on the community as well as on the workers, so that a well-directed effort to stimulate production and secure industrial peace throughout the world should be hailed with satisfaction. A full measure of reform will take time, but it will be far better to make haste slowly than to be hasty and have to be constantly tinkering. The prosperity of the nations depends on labor, and the contentment of the workers is the best safeguard that can be provided against outbreaks of militarism, hence a satisfactory solution of the labor problem is a potent factor for peace, and the higher the intelligence of the workers the greater will be the power of the nation and the more beneficial its influence on international affairs. [565, 40, 687, 961]
